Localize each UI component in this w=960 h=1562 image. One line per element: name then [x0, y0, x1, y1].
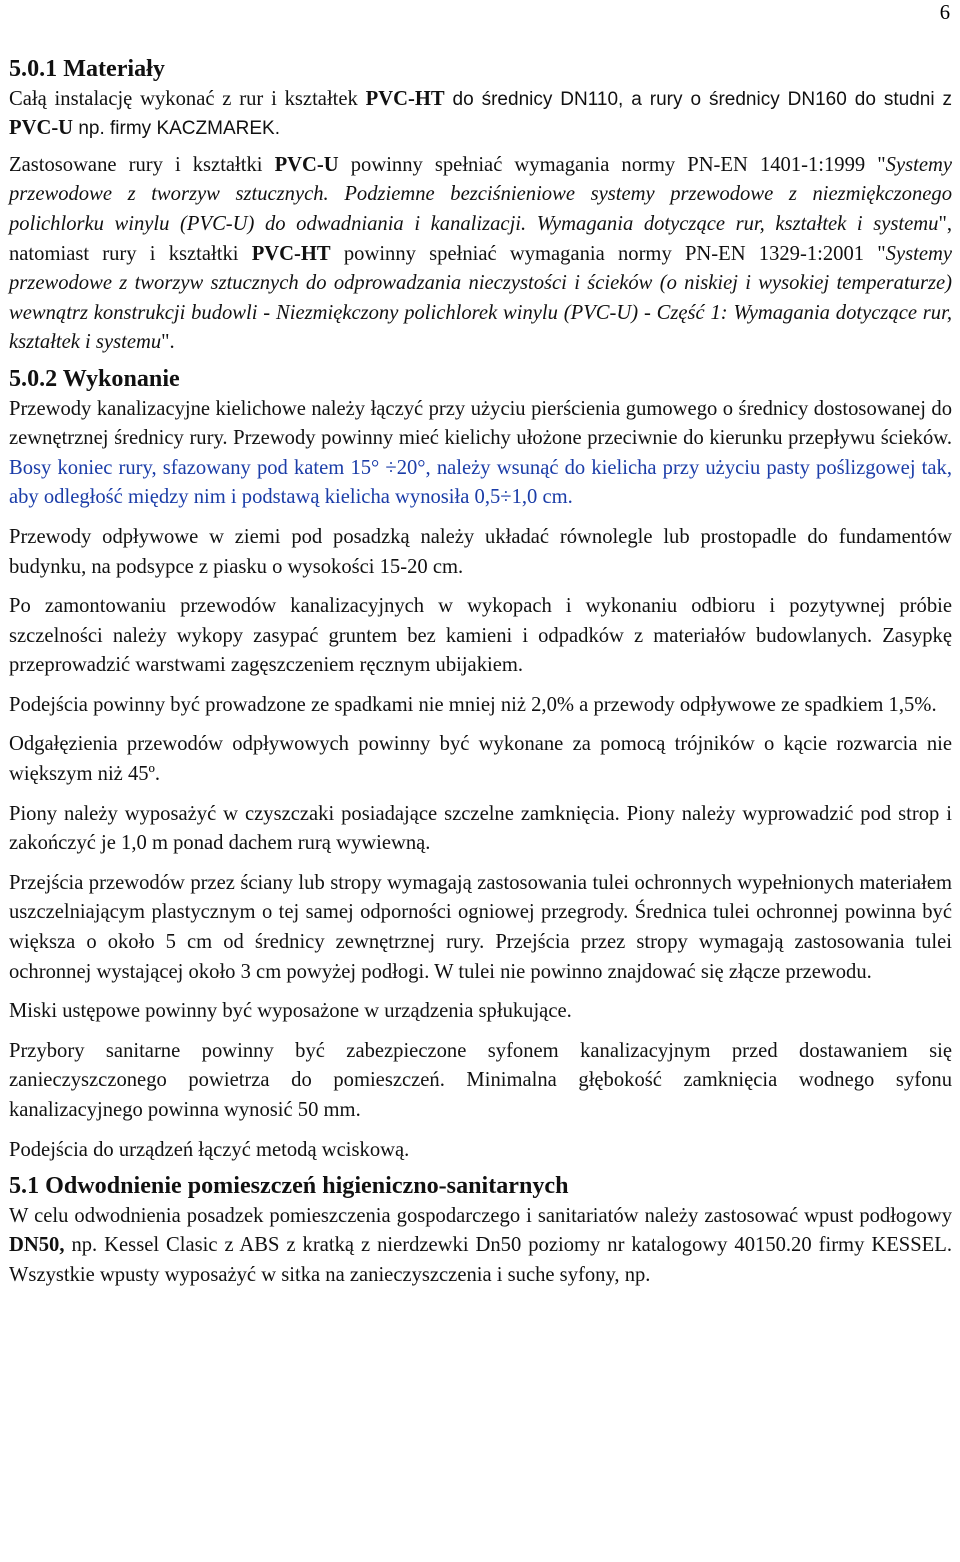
text-run: W celu odwodnienia posadzek pomieszczenia gospodarczego i sanitariatów należy zastosować wpust podłogowy [9, 1204, 952, 1227]
paragraph-execution-5: Odgałęzienia przewodów odpływowych powinny być wykonane za pomocą trójników o kącie rozwarcia nie większym niż 45º. [9, 733, 952, 786]
document-page [9, 55, 952, 1291]
paragraph-execution-3: Po zamontowaniu przewodów kanalizacyjnych w wykopach i wykonaniu odbioru i pozytywnej próbie szczelności należy wykopy zasypać gruntem bez kamieni i odpadków z materiałów budowlanych. Zasypkę przeprowadzić warstwami zagęszczeniem ręcznym ubijakiem. [9, 595, 952, 677]
paragraph-execution-1 [9, 395, 952, 513]
paragraph-execution-6: Piony należy wyposażyć w czyszczaki posiadające szczelne zamknięcia. Piony należy wyprowadzić pod strop i zakończyć je 1,0 m ponad dachem rurą wywiewną. [9, 802, 952, 855]
paragraph-execution-8: Miski ustępowe powinny być wyposażone w urządzenia spłukujące. [9, 1000, 572, 1023]
paragraph-execution-10: Podejścia do urządzeń łączyć metodą wciskową. [9, 1138, 410, 1161]
text-run: ", natomiast rury i kształtki [9, 212, 952, 265]
paragraph-drainage-1 [9, 1202, 952, 1291]
text-run: powinny spełniać wymagania normy PN-EN 1401-1:1999 " [338, 153, 886, 176]
text-run-highlight: Bosy koniec rury, sfazowany pod katem 15° ÷20°, należy wsunąć do kielicha przy użyciu pasty poślizgowej tak, aby odległość między nim i podstawą kielicha wynosiła 0,5÷1,0 cm. [9, 456, 952, 509]
text-run-bold: PVC-HT [251, 242, 331, 265]
paragraph-execution-7: Przejścia przewodów przez ściany lub stropy wymagają zastosowania tulei ochronnych wypełnionych materiałem uszczelniającym plastycznym o tej samej odporności ogniowej przegrody. Średnica tulei ochronnej powinna być większa o około 5 cm od średnicy zewnętrznej rury. Przejścia przez stropy wymagają zastosowania tulei ochronnej wystającej około 3 cm powyżej podłogi. W tulei nie powinno znajdować się złącze przewodu. [9, 871, 952, 983]
paragraph-execution-4: Podejścia powinny być prowadzone ze spadkami nie mniej niż 2,0% a przewody odpływowe ze spadkiem 1,5%. [9, 693, 937, 716]
paragraph-execution-2: Przewody odpływowe w ziemi pod posadzką należy układać równolegle lub prostopadle do fundamentów budynku, na podsypce z piasku o wysokości 15-20 cm. [9, 525, 952, 578]
text-run: np. firmy KACZMAREK. [73, 118, 280, 140]
text-run-italic: Systemy przewodowe z tworzyw sztucznych. Podziemne bezciśnieniowe systemy przewodowe z niezmiękczonego polichlorku winylu (PVC-U) do odwadniania i kanalizacji. Wymagania dotyczące rur, kształtek i systemu [9, 153, 952, 235]
paragraph-materials-2 [9, 151, 952, 358]
text-run: np. Kessel Clasic z ABS z kratką z nierdzewki Dn50 poziomy nr katalogowy 40150.20 firmy KESSEL. Wszystkie wpusty wyposażyć w sitka na zanieczyszczenia i suche syfony, np. [9, 1234, 952, 1286]
text-run-bold: DN50, [9, 1234, 65, 1257]
section-heading-drainage: 5.1 Odwodnienie pomieszczeń higieniczno-sanitarnych [9, 1173, 569, 1200]
text-run-bold: PVC-U [9, 117, 74, 140]
page-number: 6 [939, 2, 950, 24]
section-heading-materials: 5.0.1 Materiały [9, 56, 165, 82]
text-run: do średnicy DN110, a rury o średnicy DN160 do studni z [444, 88, 952, 110]
text-run-italic: Systemy przewodowe z tworzyw sztucznych do odprowadzania nieczystości i ścieków (o niskiej i wysokiej temperaturze) wewnątrz konstrukcji budowli - Niezmiękczony polichlorek winylu (PVC-U) - Część 1: Wymagania dotyczące rur, kształtek i systemu [9, 242, 952, 354]
text-run: powinny spełniać wymagania normy PN-EN 1329-1:2001 " [330, 242, 886, 265]
text-run: Zastosowane rury i kształtki [9, 153, 275, 176]
text-run: Całą instalację wykonać z rur i kształtek [9, 87, 366, 110]
paragraph-execution-9: Przybory sanitarne powinny być zabezpieczone syfonem kanalizacyjnym przed dostawaniem się zanieczyszczonego powietrza do pomieszczeń. Minimalna głębokość zamknięcia wodnego syfonu kanalizacyjnego powinna wynosić 50 mm. [9, 1039, 952, 1121]
section-heading-execution: 5.0.2 Wykonanie [9, 365, 180, 392]
text-run-bold: PVC-U [274, 153, 339, 176]
text-run: ". [161, 331, 175, 354]
paragraph-materials-1 [9, 85, 952, 144]
text-run: Przewody kanalizacyjne kielichowe należy łączyć przy użyciu pierścienia gumowego o średnicy dostosowanej do zewnętrznej średnicy rury. Przewody powinny mieć kielichy ułożone przeciwnie do kierunku przepływu ścieków. [9, 397, 952, 450]
text-run-bold: PVC-HT [365, 87, 445, 110]
